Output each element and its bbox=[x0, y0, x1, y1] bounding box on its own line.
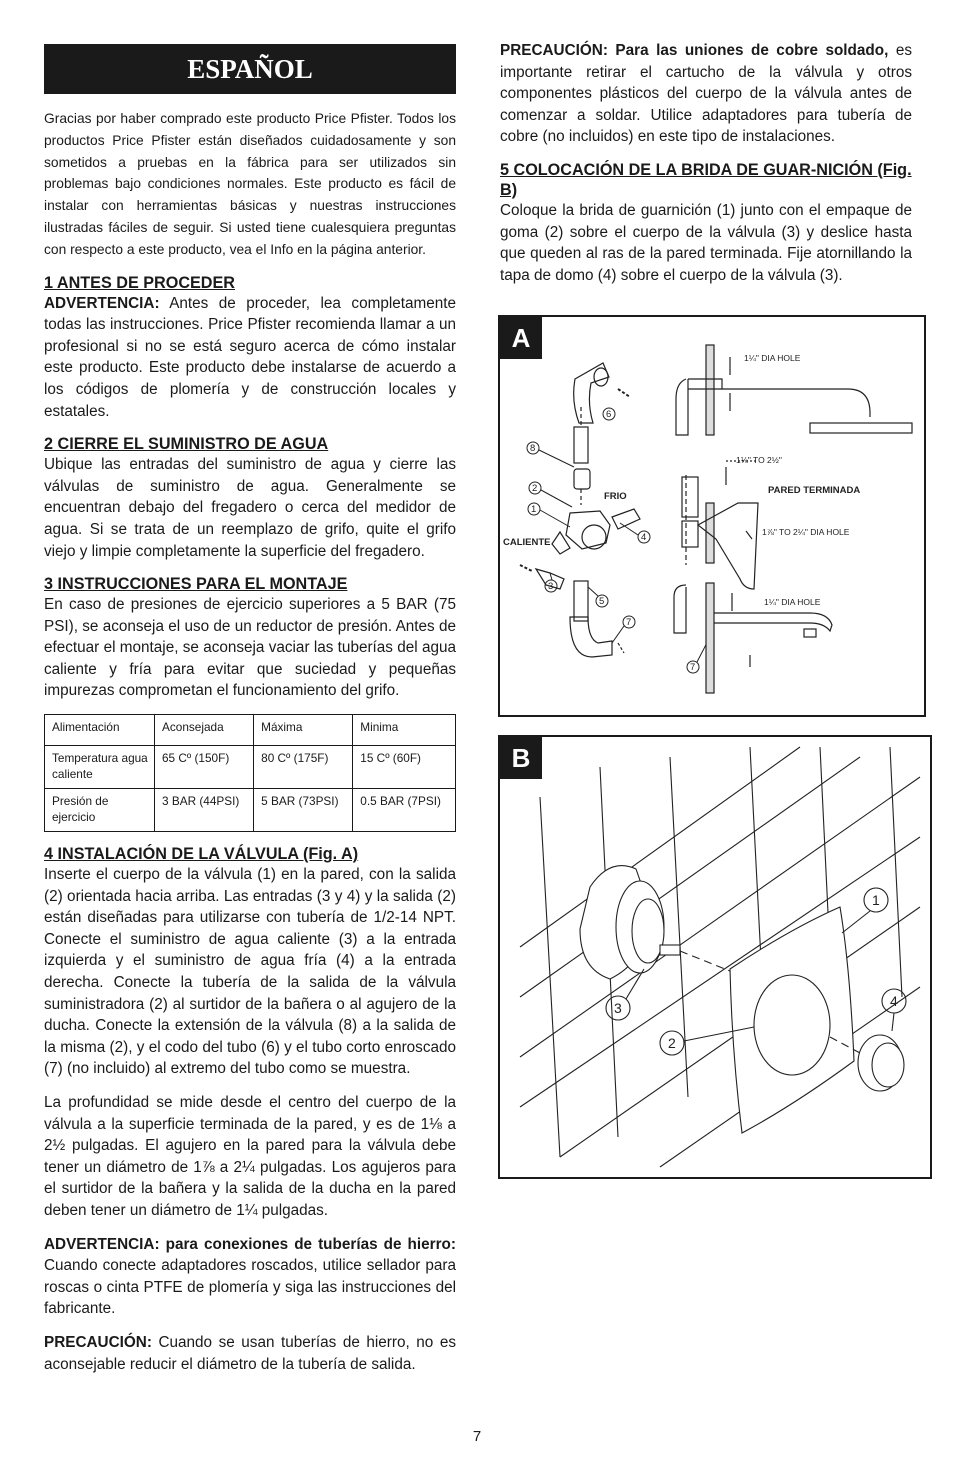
wall-tile-grid bbox=[520, 747, 920, 1167]
right-column bbox=[500, 40, 912, 286]
table-cell: 15 Cº (60F) bbox=[353, 746, 456, 789]
frio-label: FRIO bbox=[604, 491, 627, 502]
depth-range: 1⅛" TO 2½" bbox=[736, 455, 782, 465]
callout-7: 7 bbox=[626, 617, 632, 628]
section-4-paragraph-1: Inserte el cuerpo de la válvula (1) en la pared, con la salida (2) orientada hacia arriba. Las entradas (3 y 4) y la salida (2) están diseñadas para utilizarse con tubería de 1/2-14 NPT. Conecte el suministro de agua caliente (3) a la entrada izquierda y el suministro de agua fría (4) a la entrada derecha. Conecte la tubería de la salida de la válvula suministradora (2) al surtidor de la bañera o al agujero de la ducha. Conecte la extensión de la válvula (8) a la salida de la misma (2), y el codo del tubo (6) y el tubo corto enroscado (7) (no incluido) al extremo del tubo como se muestra. bbox=[44, 866, 456, 1078]
caution-lead: PRECAUCIÓN: bbox=[44, 1333, 152, 1351]
callout-1: 1 bbox=[872, 892, 880, 908]
section-5-heading: 5 COLOCACIÓN DE LA BRIDA DE GUAR-NICIÓN (Fig. B) bbox=[500, 160, 912, 199]
section-2 bbox=[44, 434, 456, 562]
table-cell: Aconsejada bbox=[155, 715, 254, 746]
table-row bbox=[45, 789, 456, 832]
nut-part-2 bbox=[574, 469, 590, 489]
callout-1: 1 bbox=[531, 504, 537, 515]
section-1-heading: 1 ANTES DE PROCEDER bbox=[44, 273, 235, 292]
table-cell: 0.5 BAR (7PSI) bbox=[353, 789, 456, 832]
figure-b-label: B bbox=[500, 737, 542, 779]
table-cell: Presión de ejercicio bbox=[45, 789, 155, 832]
section-4-paragraph-2: La profundidad se mide desde el centro del cuerpo de la válvula a la superficie terminada de la pared, y es de 1⅛ a 2½ pulgadas. El agujero en la pared para la válvula debe tener un diámetro de 1⅞ a 2¼ pulgadas. Los agujeros para el surtidor de la bañera y la salida de la ducha en la pared deben tener un diámetro de 1¼ pulgadas. bbox=[44, 1094, 456, 1219]
specs-table bbox=[44, 714, 456, 832]
elbow-opening bbox=[594, 368, 608, 386]
section-1-warning-lead: ADVERTENCIA: bbox=[44, 294, 160, 312]
caution-text: Cuando se usan tuberías de hierro, no es aconsejable reducir el diámetro de la tubería de salida. bbox=[44, 1333, 456, 1373]
elbow-part-6 bbox=[574, 363, 612, 423]
extension-part-8 bbox=[574, 427, 588, 463]
dia-hole-1: 1¼" DIA HOLE bbox=[744, 353, 801, 363]
table-row bbox=[45, 715, 456, 746]
pared-terminada-label: PARED TERMINADA bbox=[768, 485, 861, 496]
figure-b-drawing bbox=[500, 737, 930, 1177]
section-2-heading: 2 CIERRE EL SUMINISTRO DE AGUA bbox=[44, 435, 329, 454]
intro-paragraph: Gracias por haber comprado este producto Price Pfister. Todos los productos Price Pfister están diseñados cuidadosamente y son sometidos a pruebas en la fábrica para ser utilizados sin problemas bajo condiciones normales. Este producto es fácil de instalar con herramientas básicas y nuestras instrucciones ilustradas fáciles de seguir. Si usted tiene cualesquiera preguntas con respecto a este producto, vea el Info en la página anterior. bbox=[44, 111, 456, 257]
solder-caution-text: es importante retirar el cartucho de la válvula y otros componentes plásticos del cuerpo de la válvula antes de comenzar a soldar. Utilice adaptadores para tubería de cobre (no incluidos) en este tipo de instalaciones. bbox=[500, 42, 913, 146]
callout-3: 3 bbox=[614, 1000, 622, 1016]
table-cell: Alimentación bbox=[45, 715, 155, 746]
figure-a bbox=[498, 315, 926, 717]
table-cell: Máxima bbox=[254, 715, 353, 746]
tub-spout bbox=[714, 613, 832, 631]
dia-hole-3: 1¼" DIA HOLE bbox=[764, 597, 821, 607]
caliente-label: CALIENTE bbox=[503, 537, 551, 548]
table-cell: 5 BAR (73PSI) bbox=[254, 789, 353, 832]
table-cell: 80 Cº (175F) bbox=[254, 746, 353, 789]
section-3-text: En caso de presiones de ejercicio superiores a 5 BAR (75 PSI), se aconseja el uso de un reductor de presión. Antes de efectuar el montaje, se aconseja vaciar las tuberías del agua caliente y fría para evitar que suciedad y pequeñas impurezas comprometan el funcionamiento del grifo. bbox=[44, 596, 456, 700]
figure-b bbox=[498, 735, 932, 1179]
iron-pipe-warning-text: Cuando conecte adaptadores roscados, utilice sellador para roscas o cinta PTFE de plomería y siga las instrucciones del fabricante. bbox=[44, 1257, 456, 1318]
iron-pipe-warning-lead: ADVERTENCIA: para conexiones de tuberías de hierro: bbox=[44, 1235, 456, 1253]
section-4 bbox=[44, 844, 456, 1375]
callout-8: 8 bbox=[530, 443, 536, 454]
section-5 bbox=[500, 160, 912, 286]
dia-hole-2: 1⅞" TO 2¼" DIA HOLE bbox=[762, 527, 850, 537]
table-row bbox=[45, 746, 456, 789]
callout-7b: 7 bbox=[690, 662, 696, 673]
callout-4: 4 bbox=[641, 532, 647, 543]
section-2-text: Ubique las entradas del suministro de agua y cierre las válvulas de suministro de agua. Generalmente se encuentran debajo del fregadero o cerca del medidor de agua. Si se trata de un reemplazo de grifo, quite el grifo viejo y limpie completamente la superficie del fregadero. bbox=[44, 456, 456, 560]
page-title: ESPAÑOL bbox=[44, 44, 456, 94]
table-cell: Temperatura agua caliente bbox=[45, 746, 155, 789]
figure-a-label: A bbox=[500, 317, 542, 359]
section-1 bbox=[44, 273, 456, 423]
table-cell: 3 BAR (44PSI) bbox=[155, 789, 254, 832]
figure-a-drawing bbox=[500, 317, 924, 715]
page-number: 7 bbox=[472, 1428, 482, 1445]
callout-6: 6 bbox=[606, 409, 612, 420]
callout-4: 4 bbox=[890, 993, 898, 1009]
solder-caution-lead: PRECAUCIÓN: Para las uniones de cobre soldado, bbox=[500, 42, 889, 59]
figure-a-callout-numbers bbox=[530, 409, 695, 673]
table-cell: Minima bbox=[353, 715, 456, 746]
section-3-heading: 3 INSTRUCCIONES PARA EL MONTAJE bbox=[44, 575, 348, 594]
nipple-part-5 bbox=[574, 581, 588, 621]
table-cell: 65 Cº (150F) bbox=[155, 746, 254, 789]
section-1-text: Antes de proceder, lea completamente todas las instrucciones. Price Pfister recomienda llamar a un profesional si no se está seguro acerca de cómo instalar este producto. Este producto debe instalarse de acuerdo a los códigos de plomería y de construcción locales y estatales. bbox=[44, 294, 456, 420]
shower-arm bbox=[688, 379, 870, 417]
section-5-text: Coloque la brida de guarnición (1) junto con el empaque de goma (2) sobre el cuerpo de la válvula (3) y deslice hasta que queden al ras de la pared terminada. Fije atornillando la tapa de domo (4) sobre el cuerpo de la válvula (3). bbox=[500, 201, 912, 284]
section-4-heading: 4 INSTALACIÓN DE LA VÁLVULA (Fig. A) bbox=[44, 845, 359, 864]
callout-3: 3 bbox=[548, 581, 554, 592]
elbow-part-7 bbox=[570, 617, 612, 657]
left-column bbox=[44, 40, 456, 1375]
shower-head bbox=[810, 423, 912, 433]
callout-2: 2 bbox=[532, 483, 538, 494]
callout-5: 5 bbox=[599, 596, 605, 607]
callout-2: 2 bbox=[668, 1035, 676, 1051]
section-3 bbox=[44, 574, 456, 702]
